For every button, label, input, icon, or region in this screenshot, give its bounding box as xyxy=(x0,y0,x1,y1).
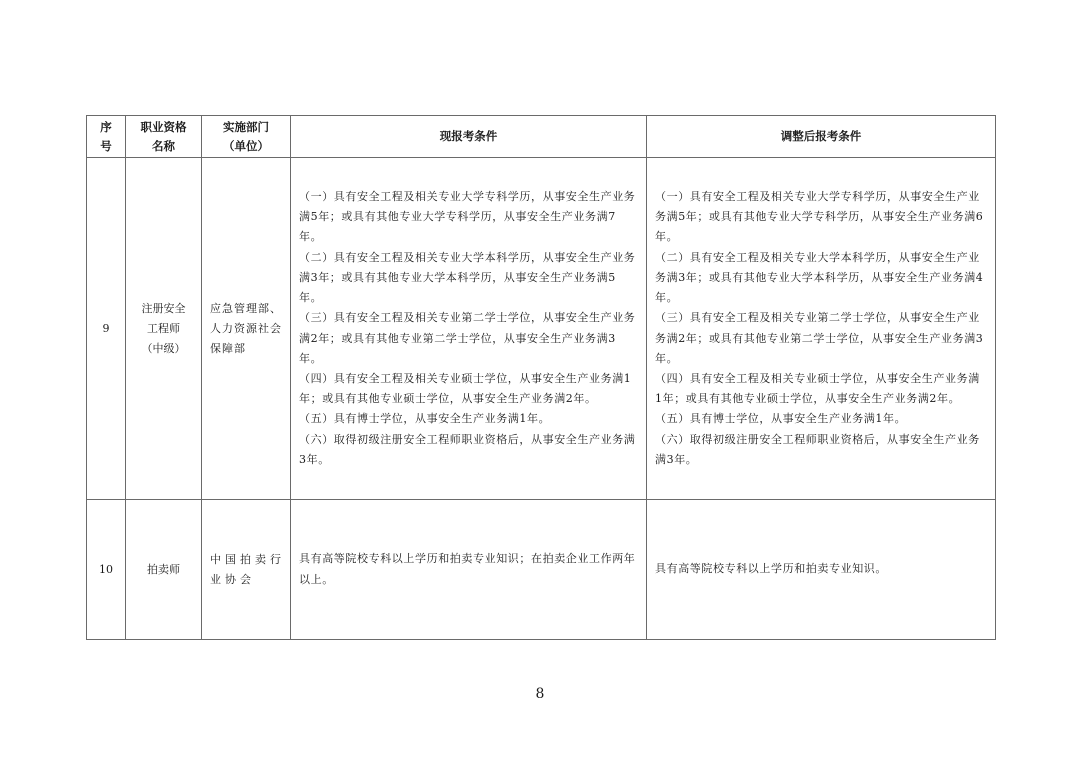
row-current-conditions: 具有高等院校专科以上学历和拍卖专业知识；在拍卖企业工作两年以上。 xyxy=(291,500,647,640)
condition-item: （六）取得初级注册安全工程师职业资格后，从事安全生产业务满3年。 xyxy=(299,432,636,466)
condition-item: （五）具有博士学位，从事安全生产业务满1年。 xyxy=(299,412,551,426)
condition-item: （四）具有安全工程及相关专业硕士学位，从事安全生产业务满1年；或具有其他专业硕士学位，从事安全生产业务满2年。 xyxy=(655,371,980,406)
row-adjusted-conditions: 具有高等院校专科以上学历和拍卖专业知识。 xyxy=(647,500,996,640)
table-row xyxy=(87,158,996,500)
header-department: 实施部门（单位） xyxy=(202,116,291,158)
header-seq: 序号 xyxy=(87,116,126,158)
row-seq: 9 xyxy=(87,158,126,500)
condition-item: （四）具有安全工程及相关专业硕士学位，从事安全生产业务满1年；或具有其他专业硕士学位，从事安全生产业务满2年。 xyxy=(299,371,632,406)
header-adjusted-conditions: 调整后报考条件 xyxy=(647,116,996,158)
row-qualification: 拍卖师 xyxy=(126,500,202,640)
row-current-conditions xyxy=(291,158,647,500)
table-row xyxy=(87,500,996,640)
condition-item: （三）具有安全工程及相关专业第二学士学位，从事安全生产业务满2年；或具有其他专业第二学士学位，从事安全生产业务满3年。 xyxy=(299,311,636,365)
row-department: 中国拍卖行业协会 xyxy=(202,500,291,640)
condition-item: （一）具有安全工程及相关专业大学专科学历，从事安全生产业务满5年；或具有其他专业大学专科学历，从事安全生产业务满7年。 xyxy=(299,190,636,244)
qualification-table xyxy=(86,115,996,640)
header-current-conditions: 现报考条件 xyxy=(291,116,647,158)
condition-item: （五）具有博士学位，从事安全生产业务满1年。 xyxy=(655,412,907,426)
row-department: 应急管理部、人力资源社会保障部 xyxy=(202,158,291,500)
row-qualification: 注册安全工程师（中级） xyxy=(126,158,202,500)
condition-item: （一）具有安全工程及相关专业大学专科学历，从事安全生产业务满5年；或具有其他专业大学专科学历，从事安全生产业务满6年。 xyxy=(655,190,984,244)
condition-item: （三）具有安全工程及相关专业第二学士学位，从事安全生产业务满2年；或具有其他专业第二学士学位，从事安全生产业务满3年。 xyxy=(655,311,984,365)
row-adjusted-conditions xyxy=(647,158,996,500)
row-seq: 10 xyxy=(87,500,126,640)
table-header-row xyxy=(87,116,996,158)
condition-item: （二）具有安全工程及相关专业大学本科学历，从事安全生产业务满3年；或具有其他专业大学本科学历，从事安全生产业务满4年。 xyxy=(655,250,984,305)
page-number: 8 xyxy=(535,686,545,702)
header-qualification: 职业资格名称 xyxy=(126,116,202,158)
condition-item: （六）取得初级注册安全工程师职业资格后，从事安全生产业务满3年。 xyxy=(655,432,980,466)
condition-item: （二）具有安全工程及相关专业大学本科学历，从事安全生产业务满3年；或具有其他专业大学本科学历，从事安全生产业务满5年。 xyxy=(299,250,636,305)
